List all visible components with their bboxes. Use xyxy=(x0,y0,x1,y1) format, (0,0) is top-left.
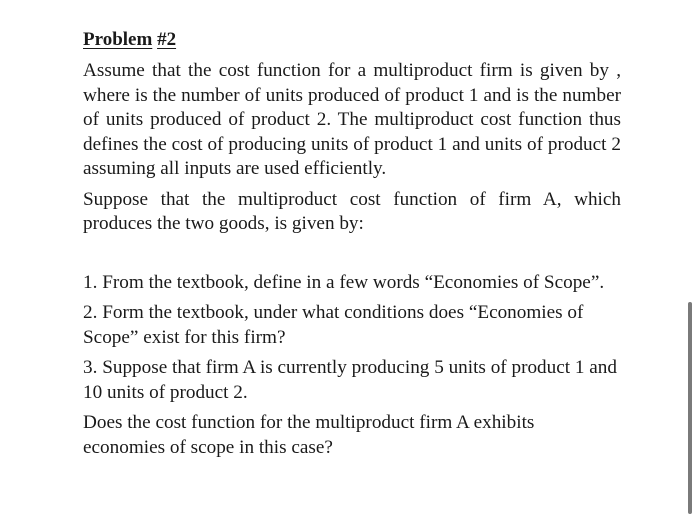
question-3: 3. Suppose that firm A is currently producing 5 units of product 1 and 10 units of product 2. xyxy=(83,357,617,403)
problem-number: #2 xyxy=(157,29,177,50)
intro-paragraph-2: Suppose that the multiproduct cost function of firm A, which produces the two goods, is given by: xyxy=(83,188,621,234)
problem-document xyxy=(83,27,621,460)
problem-title: Problem xyxy=(83,29,153,50)
vertical-scrollbar[interactable] xyxy=(688,302,692,514)
question-2: 2. Form the textbook, under what conditions does “Economies of Scope” exist for this firm? xyxy=(83,302,584,348)
formula-gap xyxy=(83,237,621,271)
problem-heading xyxy=(83,27,621,53)
question-4: Does the cost function for the multiproduct firm A exhibits economies of scope in this case? xyxy=(83,412,535,458)
intro-paragraph-1: Assume that the cost function for a multiproduct firm is given by , where is the number of units produced of product 1 and is the number of units produced of product 2. The multiproduct cost function thus defines the cost of producing units of product 1 and units of product 2 assuming all inputs are used efficiently. xyxy=(83,60,621,179)
question-1: 1. From the textbook, define in a few words “Economies of Scope”. xyxy=(83,271,605,293)
